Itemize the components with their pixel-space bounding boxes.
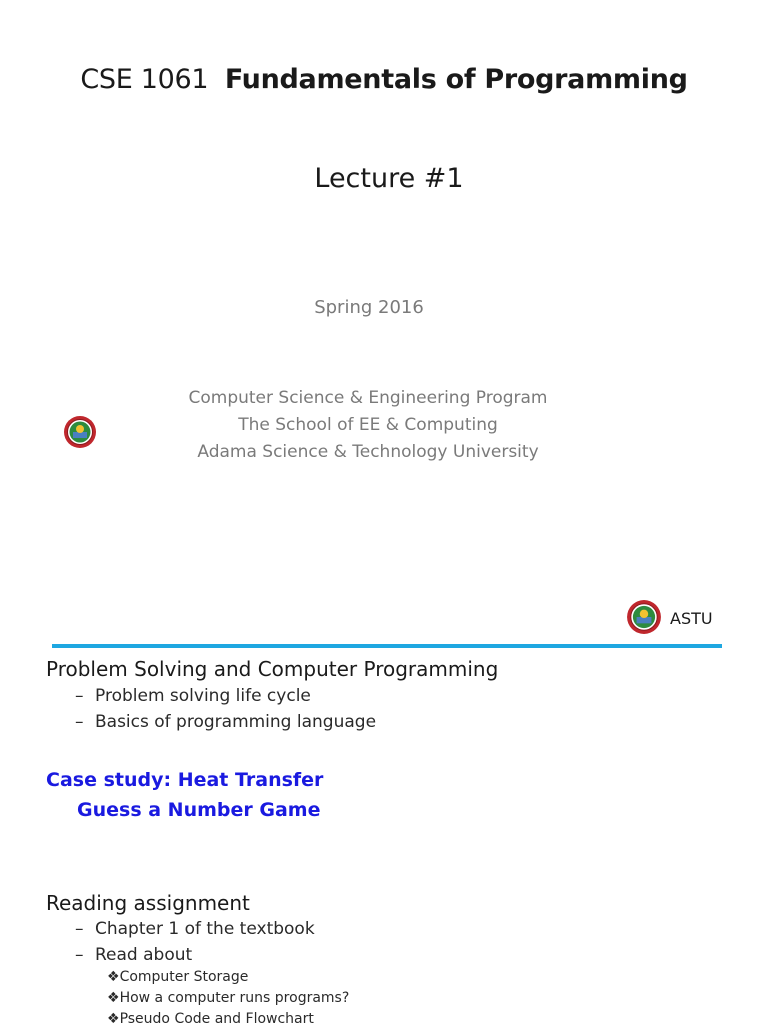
diamond-bullet-icon: ❖ xyxy=(107,1011,120,1027)
dash-bullet: – xyxy=(75,686,84,706)
affiliation-program: Computer Science & Engineering Program xyxy=(188,388,548,408)
diamond-bullet-icon: ❖ xyxy=(107,990,120,1006)
list-item: ❖Pseudo Code and Flowchart xyxy=(107,1011,314,1027)
course-title xyxy=(0,64,768,95)
lecture-number: Lecture #1 xyxy=(314,163,464,194)
astu-seal-icon xyxy=(626,599,662,635)
brand-label: ASTU xyxy=(670,609,713,628)
dash-bullet: – xyxy=(75,945,84,965)
affiliation xyxy=(0,385,736,466)
course-code: CSE 1061 xyxy=(80,64,209,95)
dash-bullet: – xyxy=(75,919,84,939)
course-name: Fundamentals of Programming xyxy=(224,64,688,95)
affiliation-university: Adama Science & Technology University xyxy=(197,442,539,462)
topic-heading: Problem Solving and Computer Programming xyxy=(46,657,499,681)
diamond-bullet-icon: ❖ xyxy=(107,969,120,985)
dash-bullet: – xyxy=(75,712,84,732)
list-item: – Read about xyxy=(75,945,193,965)
case-study-line: Case study: Heat Transfer xyxy=(46,769,324,791)
list-item: – Basics of programming language xyxy=(75,712,377,732)
list-item: ❖Computer Storage xyxy=(107,969,249,985)
term: Spring 2016 xyxy=(314,297,424,318)
reading-heading: Reading assignment xyxy=(46,891,250,915)
affiliation-school: The School of EE & Computing xyxy=(238,415,498,435)
list-item: – Chapter 1 of the textbook xyxy=(75,919,315,939)
list-item: – Problem solving life cycle xyxy=(75,686,311,706)
case-study-line: Guess a Number Game xyxy=(77,799,321,821)
header-rule xyxy=(52,644,722,648)
list-item: ❖How a computer runs programs? xyxy=(107,990,350,1006)
